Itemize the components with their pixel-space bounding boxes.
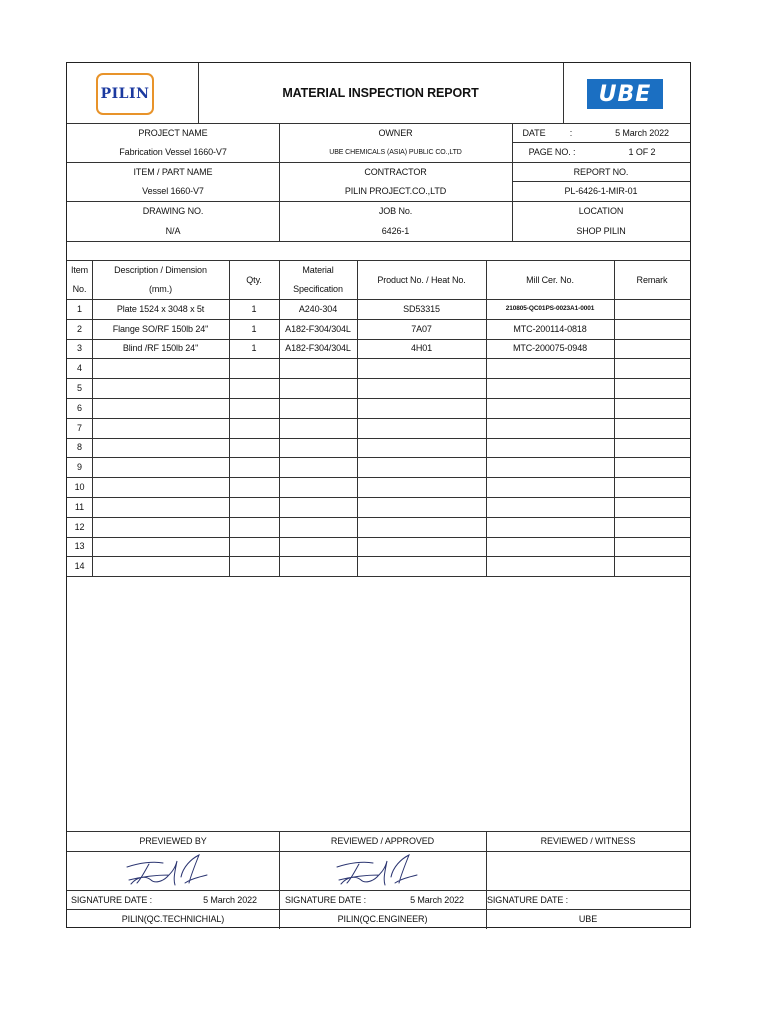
- signature-date-3: [592, 890, 682, 910]
- table-cell-qty: 1: [251, 343, 257, 354]
- item-part-value: Vessel 1660-V7: [142, 186, 204, 196]
- pilin-logo: [96, 73, 154, 115]
- table-cell-spec: A182-F304/304L: [285, 323, 351, 334]
- table-cell-remark: [614, 457, 690, 477]
- job-no-label: JOB No.: [378, 206, 413, 216]
- table-cell-heat: [357, 378, 486, 398]
- table-cell-mill: [486, 556, 614, 576]
- table-cell-heat: [357, 438, 486, 458]
- table-cell-spec: [279, 358, 357, 378]
- signature-date-label-3: SIGNATURE DATE :: [487, 895, 569, 905]
- table-cell-spec: [279, 556, 357, 576]
- table-cell-spec: [279, 378, 357, 398]
- table-cell-mill: [486, 418, 614, 438]
- table-cell-spec: A182-F304/304L: [285, 343, 351, 354]
- reviewed-witness-label: REVIEWED / WITNESS: [540, 836, 636, 846]
- table-cell-desc: [92, 497, 229, 517]
- table-cell-desc: [92, 556, 229, 576]
- table-cell-desc: [92, 398, 229, 418]
- table-cell-qty: [229, 537, 279, 557]
- table-cell-no: 2: [77, 323, 82, 334]
- role-approved: PILIN(QC.ENGINEER): [337, 913, 428, 924]
- table-cell-no: 5: [77, 383, 82, 394]
- table-cell-no: 4: [77, 363, 82, 374]
- date-label: DATE: [522, 128, 546, 138]
- table-cell-mill: 210805-QC01PS-0023A1-0001: [505, 305, 595, 313]
- table-cell-heat: [357, 398, 486, 418]
- header-description: Description / Dimension: [114, 265, 207, 275]
- signature-approved: [329, 853, 429, 889]
- table-cell-remark: [614, 477, 690, 497]
- table-cell-remark: [614, 319, 690, 339]
- ube-logo: [587, 79, 663, 109]
- table-cell-desc: [92, 537, 229, 557]
- header-item: Item: [70, 265, 89, 275]
- table-cell-no: 1: [77, 303, 82, 314]
- header-heat-no: Product No. / Heat No.: [377, 274, 466, 285]
- table-cell-no: 11: [74, 501, 85, 512]
- table-cell-no: 12: [74, 521, 85, 532]
- table-cell-remark: [614, 339, 690, 359]
- table-cell-mill: [486, 358, 614, 378]
- table-cell-no: 6: [77, 402, 82, 413]
- role-witness: UBE: [578, 913, 598, 924]
- table-cell-remark: [614, 418, 690, 438]
- table-cell-qty: [229, 438, 279, 458]
- signature-date-label-2: SIGNATURE DATE :: [285, 895, 367, 905]
- report-title: MATERIAL INSPECTION REPORT: [282, 86, 479, 100]
- header-dimension-unit: (mm.): [149, 284, 172, 294]
- table-cell-heat: 7A07: [411, 323, 432, 334]
- table-cell-remark: [614, 517, 690, 537]
- table-cell-no: 8: [77, 442, 82, 453]
- table-cell-mill: [486, 517, 614, 537]
- table-cell-mill: MTC-200075-0948: [512, 343, 588, 354]
- page-value: 1 OF 2: [628, 147, 656, 157]
- table-cell-qty: [229, 378, 279, 398]
- table-cell-remark: [614, 438, 690, 458]
- location-label: LOCATION: [578, 206, 624, 216]
- header-specification: Specification: [293, 284, 343, 294]
- table-cell-spec: [279, 517, 357, 537]
- table-cell-desc: [92, 438, 229, 458]
- table-cell-qty: [229, 517, 279, 537]
- signature-date-2: 5 March 2022: [410, 895, 464, 905]
- ube-logo-text: UBE: [598, 81, 652, 107]
- table-cell-mill: [486, 438, 614, 458]
- pilin-logo-text: PILIN: [100, 86, 150, 102]
- table-cell-mill: MTC-200114-0818: [513, 323, 587, 334]
- header-item-no: No.: [72, 284, 87, 294]
- previewed-by-label: PREVIEWED BY: [139, 836, 207, 846]
- table-cell-spec: [279, 497, 357, 517]
- table-cell-remark: [614, 398, 690, 418]
- contractor-label: CONTRACTOR: [364, 167, 427, 177]
- table-cell-no: 13: [74, 541, 85, 552]
- project-name-label: PROJECT NAME: [138, 128, 208, 138]
- table-cell-heat: [357, 358, 486, 378]
- reviewed-approved-label: REVIEWED / APPROVED: [330, 836, 435, 846]
- table-cell-desc: [92, 358, 229, 378]
- table-cell-desc: [92, 418, 229, 438]
- location-value: SHOP PILIN: [576, 226, 626, 236]
- report-no-label: REPORT NO.: [573, 167, 629, 177]
- table-cell-remark: [614, 556, 690, 576]
- table-cell-desc: [92, 378, 229, 398]
- table-cell-heat: 4H01: [410, 343, 433, 354]
- table-cell-heat: [357, 418, 486, 438]
- table-cell-desc: [92, 457, 229, 477]
- signature-date-1: 5 March 2022: [203, 895, 257, 905]
- table-cell-qty: [229, 418, 279, 438]
- signature-previewed: [119, 853, 219, 889]
- table-cell-desc: [92, 517, 229, 537]
- drawing-no-value: N/A: [165, 226, 181, 236]
- table-cell-qty: 1: [251, 323, 257, 334]
- owner-value: UBE CHEMICALS (ASIA) PUBLIC CO.,LTD: [329, 148, 462, 156]
- header-material: Material: [302, 265, 334, 275]
- header-mill-cert: Mill Cer. No.: [526, 274, 574, 285]
- table-cell-spec: [279, 438, 357, 458]
- table-cell-remark: [614, 378, 690, 398]
- table-cell-spec: [279, 398, 357, 418]
- table-cell-spec: [279, 457, 357, 477]
- table-cell-heat: [357, 457, 486, 477]
- table-cell-heat: [357, 537, 486, 557]
- page-label: PAGE NO. :: [528, 147, 576, 157]
- table-cell-desc: Blind /RF 150lb 24": [122, 343, 199, 354]
- table-cell-no: 3: [77, 343, 82, 354]
- table-cell-heat: [357, 517, 486, 537]
- date-colon: :: [569, 128, 573, 138]
- table-cell-no: 14: [74, 561, 85, 572]
- table-cell-heat: [357, 497, 486, 517]
- table-cell-mill: [486, 477, 614, 497]
- table-cell-remark: [614, 358, 690, 378]
- table-cell-qty: [229, 398, 279, 418]
- table-cell-qty: [229, 556, 279, 576]
- date-value: 5 March 2022: [615, 128, 669, 138]
- table-cell-spec: [279, 418, 357, 438]
- table-cell-spec: A240-304: [298, 303, 338, 314]
- item-part-label: ITEM / PART NAME: [133, 167, 213, 177]
- table-cell-qty: 1: [251, 303, 257, 314]
- contractor-value: PILIN PROJECT.CO.,LTD: [344, 186, 447, 196]
- table-cell-desc: Flange SO/RF 150lb 24": [112, 323, 209, 334]
- table-cell-no: 9: [77, 462, 82, 473]
- table-cell-spec: [279, 477, 357, 497]
- table-cell-heat: SD53315: [403, 303, 440, 314]
- table-cell-qty: [229, 477, 279, 497]
- table-cell-desc: Plate 1524 x 3048 x 5t: [116, 303, 205, 314]
- table-cell-mill: [486, 497, 614, 517]
- table-cell-heat: [357, 477, 486, 497]
- table-cell-mill: [486, 537, 614, 557]
- job-no-value: 6426-1: [381, 226, 410, 236]
- table-cell-remark: [614, 537, 690, 557]
- signature-date-label-1: SIGNATURE DATE :: [71, 895, 153, 905]
- role-previewed: PILIN(QC.TECHNICHIAL): [121, 913, 225, 924]
- table-cell-remark: [614, 299, 690, 319]
- table-cell-spec: [279, 537, 357, 557]
- drawing-no-label: DRAWING NO.: [142, 206, 204, 216]
- table-cell-qty: [229, 497, 279, 517]
- table-cell-mill: [486, 457, 614, 477]
- owner-label: OWNER: [378, 128, 413, 138]
- project-name-value: Fabrication Vessel 1660-V7: [119, 147, 227, 157]
- table-cell-no: 10: [74, 482, 85, 493]
- table-cell-no: 7: [77, 422, 82, 433]
- table-cell-heat: [357, 556, 486, 576]
- table-cell-mill: [486, 378, 614, 398]
- table-cell-remark: [614, 497, 690, 517]
- header-remark: Remark: [636, 274, 668, 285]
- table-cell-qty: [229, 457, 279, 477]
- table-cell-qty: [229, 358, 279, 378]
- table-cell-desc: [92, 477, 229, 497]
- header-qty: Qty.: [246, 274, 262, 285]
- report-no-value: PL-6426-1-MIR-01: [564, 186, 638, 196]
- table-cell-mill: [486, 398, 614, 418]
- material-inspection-report: [66, 62, 691, 928]
